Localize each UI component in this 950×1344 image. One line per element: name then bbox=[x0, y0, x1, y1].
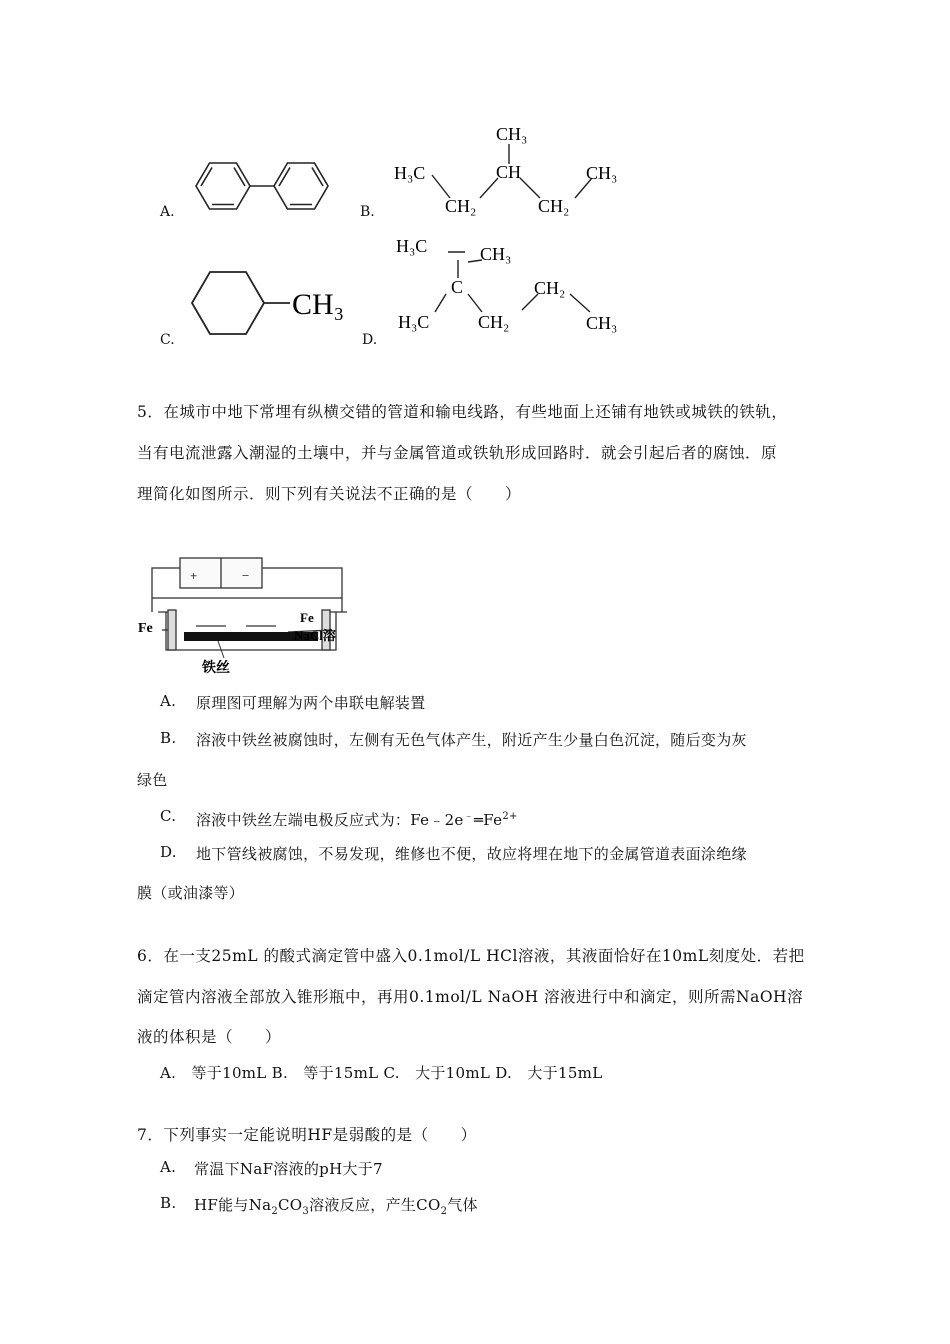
q5-option-d-text: 地下管线被腐蚀，不易发现，维修也不便，故应将埋在地下的金属管道表面涂绝缘 bbox=[196, 845, 747, 863]
corrosion-circuit-diagram bbox=[136, 550, 356, 680]
figure-fe-left: Fe bbox=[138, 621, 153, 636]
dimethylpentane-structure bbox=[390, 232, 630, 342]
biphenyl-structure bbox=[188, 155, 338, 217]
figure-nacl-label: NaCl溶 bbox=[294, 628, 336, 643]
option-a-label: A. bbox=[160, 204, 175, 220]
q7-option-b-label: B. bbox=[160, 1194, 177, 1212]
q5-option-a-label: A. bbox=[160, 692, 177, 710]
q7-option-a-label: A. bbox=[160, 1158, 177, 1176]
q5-option-d-label: D. bbox=[160, 843, 177, 861]
q5-option-b-label: B. bbox=[160, 729, 177, 747]
d-ch3-right: CH₃ bbox=[586, 313, 618, 333]
methylhexane-structure bbox=[390, 120, 630, 220]
b-ch2-left: CH₂ bbox=[445, 196, 477, 216]
b-top-ch3: CH₃ bbox=[496, 124, 528, 144]
d-h3c-top: H₃C bbox=[396, 236, 428, 256]
q6-stem-line-2: 滴定管内溶液全部放入锥形瓶中，再用0.1mol/L NaOH 溶液进行中和滴定，则所需NaOH溶 bbox=[137, 988, 804, 1006]
d-h3c-bottom: H₃C bbox=[398, 312, 430, 332]
q6-stem-line-3: 液的体积是（ ） bbox=[137, 1028, 282, 1046]
c-ch3: CH₃ bbox=[292, 288, 345, 321]
q5-stem-line-3: 理简化如图所示．则下列有关说法不正确的是（ ） bbox=[137, 485, 522, 503]
option-b-label: B. bbox=[360, 204, 375, 220]
figure-wire-label: 铁丝 bbox=[202, 661, 230, 676]
b-ch2-right: CH₂ bbox=[538, 196, 570, 216]
q7-stem: 7．下列事实一定能说明HF是弱酸的是（ ） bbox=[137, 1126, 477, 1144]
d-ch3-top: CH₃ bbox=[480, 244, 512, 264]
b-ch: CH bbox=[496, 162, 522, 182]
option-d-label: D. bbox=[362, 332, 378, 348]
q5-option-c-label: C. bbox=[160, 807, 177, 825]
d-ch2-left: CH₂ bbox=[478, 312, 510, 332]
q5-option-d-continued: 膜（或油漆等） bbox=[137, 884, 245, 902]
option-c-label: C. bbox=[160, 332, 175, 348]
methylcyclohexane-structure bbox=[188, 262, 368, 344]
figure-fe-right: Fe bbox=[300, 610, 314, 625]
q7-option-a-text: 常温下NaF溶液的pH大于7 bbox=[194, 1160, 383, 1178]
b-h3c: H₃C bbox=[394, 163, 426, 183]
q6-options-line: A. 等于10mL B. 等于15mL C. 大于10mL D. 大于15mL bbox=[160, 1064, 603, 1082]
q7-option-b-text: HF能与$Na_2CO_3$溶液反应，产生$CO_2$气体 bbox=[194, 1196, 478, 1217]
q5-stem-line-2: 当有电流泄露入潮湿的土壤中，并与金属管道或铁轨形成回路时．就会引起后者的腐蚀．原 bbox=[137, 444, 778, 462]
q5-option-c-text: 溶液中铁丝左端电极反应式为：$Fe﹣2e^﹣═Fe^{2+}$ bbox=[196, 811, 518, 829]
d-ch2-right: CH₂ bbox=[534, 278, 566, 298]
q5-stem-line-1: 5．在城市中地下常埋有纵横交错的管道和输电线路，有些地面上还铺有地铁或城铁的铁轨， bbox=[137, 403, 788, 421]
figure-minus-sign: − bbox=[242, 568, 250, 583]
q5-option-b-continued: 绿色 bbox=[137, 771, 168, 789]
d-c: C bbox=[451, 277, 464, 297]
b-ch3-right: CH₃ bbox=[586, 163, 618, 183]
q5-option-a-text: 原理图可理解为两个串联电解装置 bbox=[196, 694, 426, 712]
q6-stem-line-1: 6．在一支25mL 的酸式滴定管中盛入0.1mol/L HCl溶液，其液面恰好在10mL刻度处．若把 bbox=[137, 947, 805, 965]
figure-plus-sign: + bbox=[190, 568, 198, 583]
q5-option-b-text: 溶液中铁丝被腐蚀时，左侧有无色气体产生，附近产生少量白色沉淀，随后变为灰 bbox=[196, 731, 747, 749]
